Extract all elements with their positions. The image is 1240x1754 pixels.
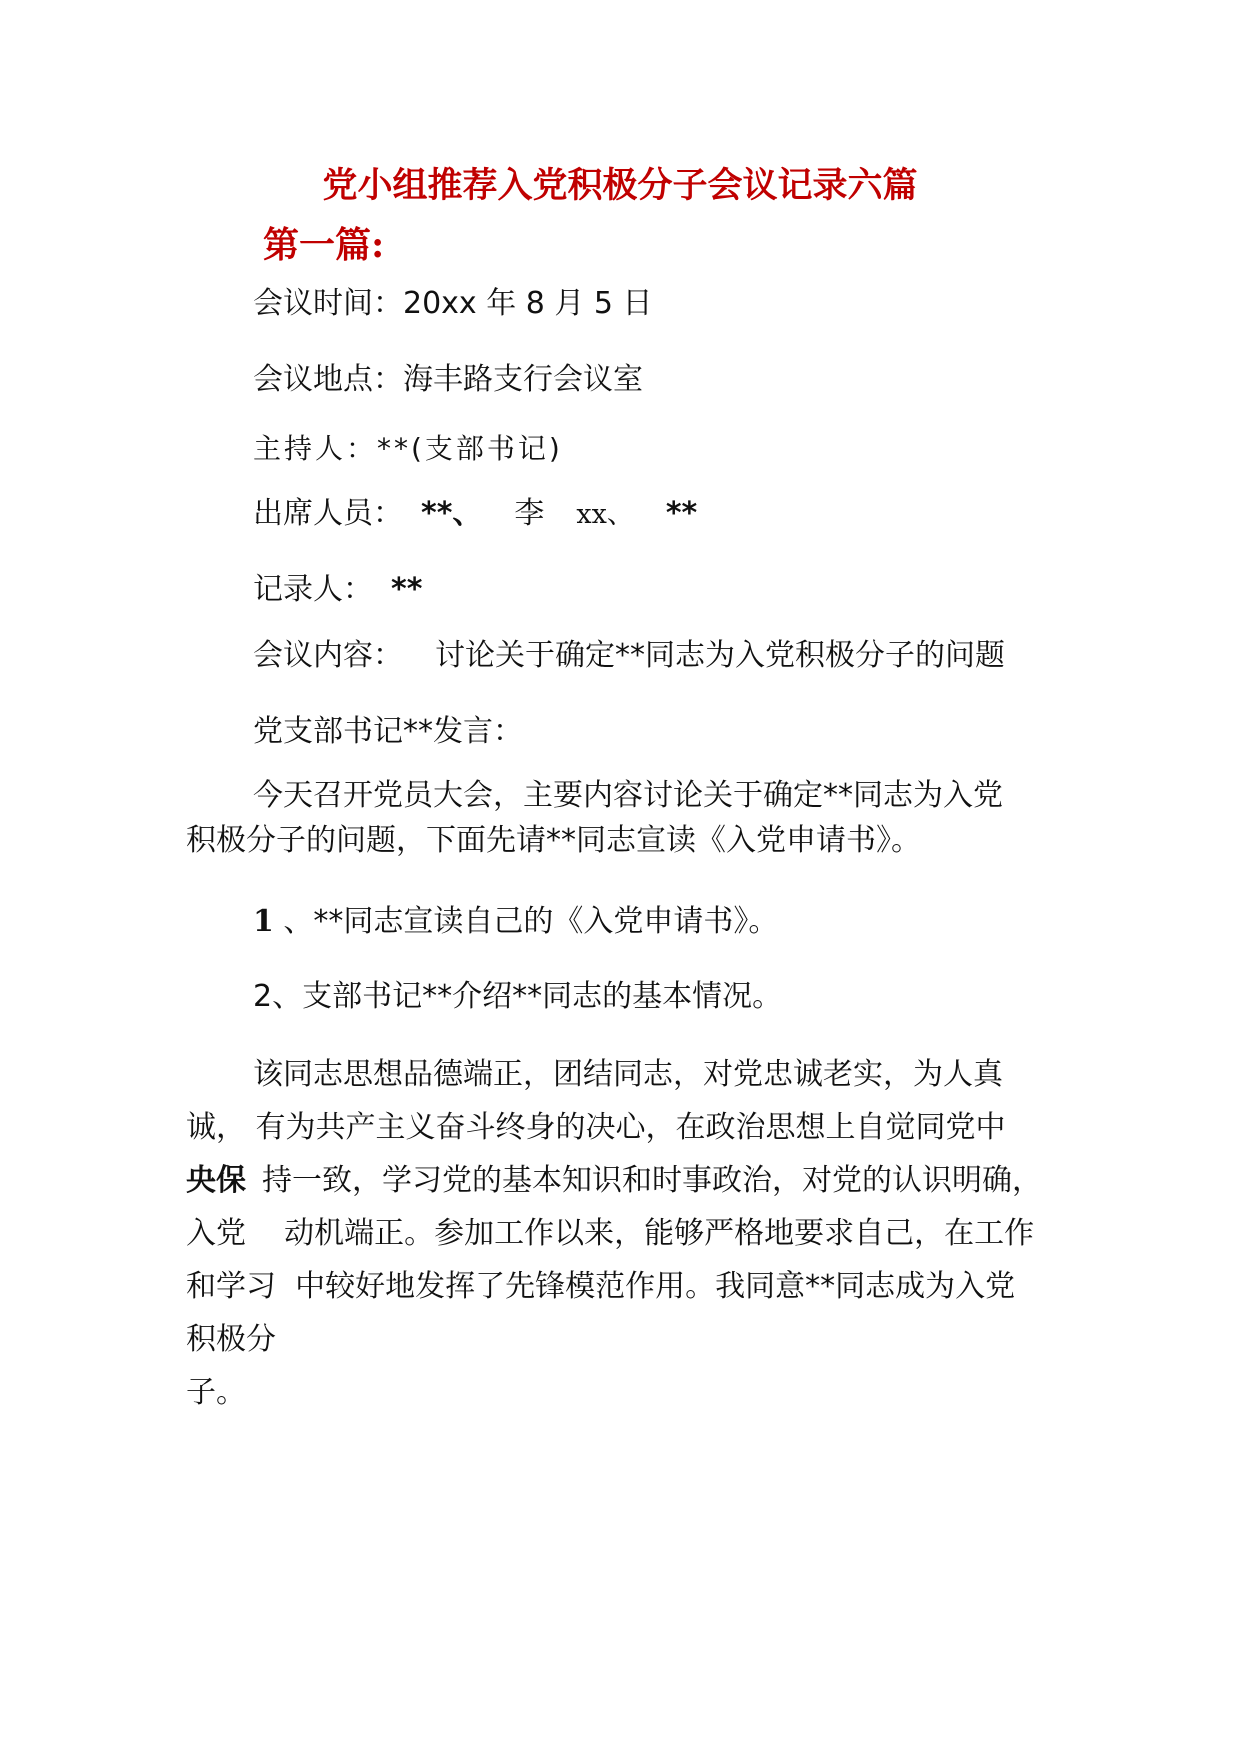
paragraph-line: 今天召开党员大会，主要内容讨论关于确定**同志为入党 (253, 778, 1003, 813)
attendee-1: **、 (421, 496, 483, 531)
meeting-attendees (253, 496, 697, 532)
attendees-label: 出席人员： (253, 496, 403, 531)
paragraph-line: 诚， 有为共产主义奋斗终身的决心，在政治思想上自觉同党中 (186, 1110, 1006, 1145)
paragraph-line: 积极分子的问题，下面先请**同志宣读《入党申请书》。 (186, 823, 921, 858)
paragraph-line: 积极分 (186, 1322, 276, 1357)
meeting-time (253, 286, 653, 322)
meeting-time-value: 20xx 年 8 月 5 日 (403, 286, 653, 321)
meeting-place-label: 会议地点： (253, 362, 403, 397)
recorder-label: 记录人： (253, 572, 373, 607)
speech-heading: 党支部书记**发言： (253, 714, 523, 749)
attendee-3: xx、 (576, 499, 634, 530)
document-title: 党小组推荐入党积极分子会议记录六篇 (322, 165, 918, 206)
attendee-2: 李 (514, 496, 545, 531)
meeting-place (253, 362, 643, 398)
paragraph-line: 和学习 中较好地发挥了先锋模范作用。我同意**同志成为入党 (186, 1269, 1016, 1304)
agenda-item-1 (253, 904, 778, 940)
meeting-content (253, 638, 1005, 674)
paragraph-line-rest: 持一致，学习党的基本知识和时事政治，对党的认识明确， (262, 1163, 1042, 1198)
meeting-recorder (253, 572, 422, 608)
meeting-time-label: 会议时间： (253, 286, 403, 321)
paragraph-line: 子。 (186, 1375, 246, 1410)
section-heading: 第一篇: (263, 224, 385, 266)
agenda-item-1-text: 、**同志宣读自己的《入党申请书》。 (283, 904, 779, 939)
recorder-value: ** (391, 572, 423, 607)
attendee-4: ** (665, 496, 698, 531)
meeting-host: 主持人：**(支部书记) (253, 432, 563, 465)
meeting-place-value: 海丰路支行会议室 (403, 362, 643, 397)
content-value: 讨论关于确定**同志为入党积极分子的问题 (435, 638, 1005, 673)
paragraph-assessment (186, 1048, 1066, 1419)
agenda-item-2: 2、支部书记**介绍**同志的基本情况。 (253, 979, 783, 1014)
paragraph-line: 入党 动机端正。参加工作以来，能够严格地要求自己，在工作 (186, 1216, 1035, 1251)
paragraph-line (186, 1154, 1066, 1207)
paragraph-line: 该同志思想品德端正，团结同志，对党忠诚老实，为人真 (253, 1057, 1003, 1092)
agenda-item-1-number: 1 (253, 904, 274, 939)
paragraph-bold-prefix: 央保 (186, 1163, 246, 1198)
content-label: 会议内容： (253, 638, 403, 673)
paragraph-opening (186, 773, 1066, 863)
